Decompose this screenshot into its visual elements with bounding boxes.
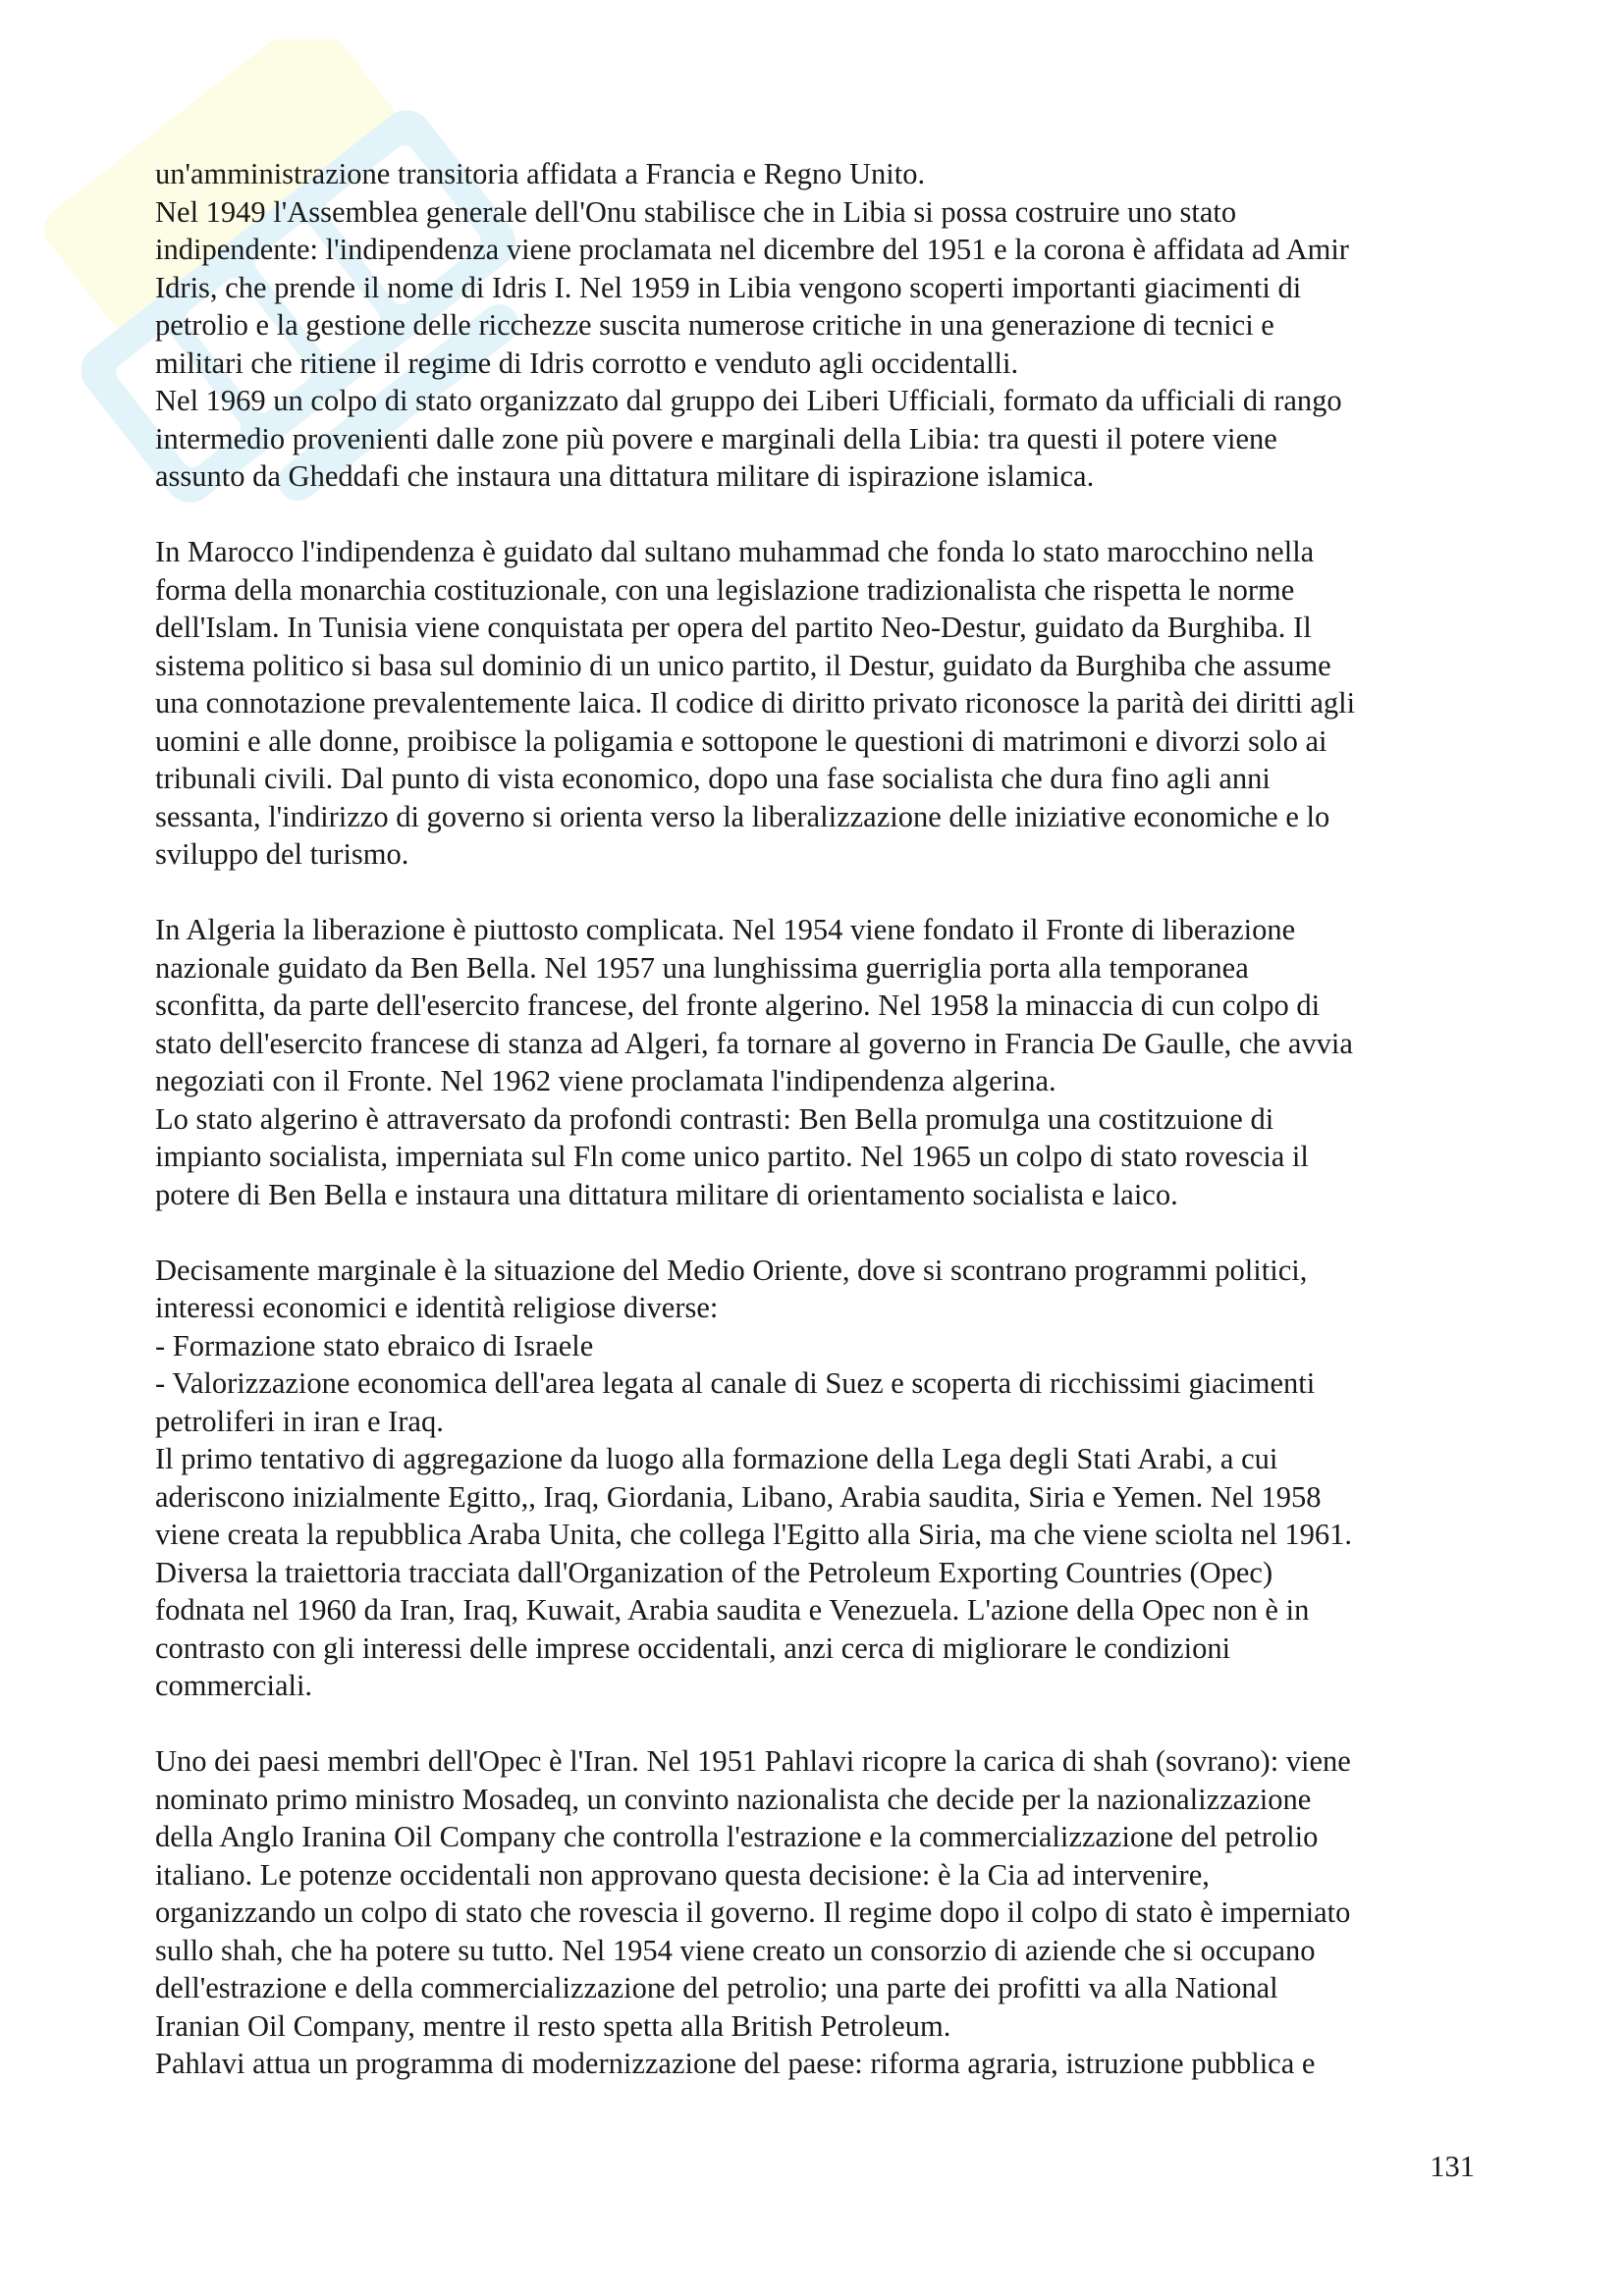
- text-line: tribunali civili. Dal punto di vista economico, dopo una fase socialista che dura fino agli anni: [155, 762, 1271, 795]
- text-line: forma della monarchia costituzionale, con una legislazione tradizionalista che rispetta le norme: [155, 572, 1295, 607]
- text-line: dell'estrazione e della commercializzazione del petrolio; una parte dei profitti va alla National: [155, 1971, 1278, 2004]
- text-line: sviluppo del turismo.: [155, 837, 409, 871]
- text-line: commerciali.: [155, 1669, 313, 1702]
- text-line: sconfitta, da parte dell'esercito francese, del fronte algerino. Nel 1958 la minaccia di cun colpo di: [155, 988, 1321, 1022]
- text-line: Diversa la traiettoria tracciata dall'Organization of the Petroleum Exporting Countries (Opec): [155, 1555, 1273, 1589]
- text-line: potere di Ben Bella e instaura una dittatura militare di orientamento socialista e laico.: [155, 1177, 1178, 1211]
- text-line: In Marocco l'indipendenza è guidato dal sultano muhammad che fonda lo stato marocchino nella: [155, 535, 1315, 568]
- text-line: interessi economici e identità religiose diverse:: [155, 1291, 719, 1324]
- text-line: militari che ritiene il regime di Idris corrotto e venduto agli occidentalli.: [155, 346, 1019, 380]
- text-line: una connotazione prevalentemente laica. Il codice di diritto privato riconosce la parità dei diritti agli: [155, 686, 1356, 720]
- paragraph-morocco-tunisia: [155, 533, 1476, 874]
- text-line: indipendente: l'indipendenza viene proclamata nel dicembre del 1951 e la corona è affidata ad Amir: [155, 233, 1349, 266]
- paragraph-algeria: [155, 911, 1476, 1213]
- text-line: Idris, che prende il nome di Idris I. Nel 1959 in Libia vengono scoperti importanti giacimenti di: [155, 270, 1302, 304]
- text-line: petroliferi in iran e Iraq.: [155, 1404, 444, 1438]
- text-line: viene creata la repubblica Araba Unita, che collega l'Egitto alla Siria, ma che viene sciolta nel 1961.: [155, 1518, 1353, 1551]
- paragraph-middle-east: [155, 1252, 1476, 1705]
- text-line: un'amministrazione transitoria affidata a Francia e Regno Unito.: [155, 157, 926, 190]
- text-line: fodnata nel 1960 da Iran, Iraq, Kuwait, Arabia saudita e Venezuela. L'azione della Opec non è in: [155, 1593, 1310, 1627]
- list-item: - Formazione stato ebraico di Israele: [155, 1328, 594, 1362]
- text-line: aderiscono inizialmente Egitto,, Iraq, Giordania, Libano, Arabia saudita, Siria e Yemen. Nel 1958: [155, 1479, 1322, 1514]
- text-line: Lo stato algerino è attraversato da profondi contrasti: Ben Bella promulga una costitzuione di: [155, 1101, 1274, 1136]
- page-number: 131: [1430, 2150, 1475, 2183]
- text-line: petrolio e la gestione delle ricchezze suscita numerose critiche in una generazione di tecnici e: [155, 308, 1274, 342]
- text-line: Iranian Oil Company, mentre il resto spetta alla British Petroleum.: [155, 2008, 951, 2043]
- text-line: della Anglo Iranina Oil Company che controlla l'estrazione e la commercializzazione del petrolio: [155, 1820, 1319, 1853]
- text-line: stato dell'esercito francese di stanza ad Algeri, fa tornare al governo in Francia De Gaulle, che avvia: [155, 1026, 1353, 1060]
- text-line: impianto socialista, imperniata sul Fln come unico partito. Nel 1965 un colpo di stato rovescia il: [155, 1140, 1309, 1173]
- text-line: sistema politico si basa sul dominio di un unico partito, il Destur, guidato da Burghiba che assume: [155, 648, 1331, 682]
- text-line: Nel 1949 l'Assemblea generale dell'Onu stabilisce che in Libia si possa costruire uno stato: [155, 194, 1237, 229]
- text-line: Uno dei paesi membri dell'Opec è l'Iran. Nel 1951 Pahlavi ricopre la carica di shah (sovrano): viene: [155, 1744, 1351, 1778]
- text-line: Nel 1969 un colpo di stato organizzato dal gruppo dei Liberi Ufficiali, formato da ufficiali di rango: [155, 384, 1342, 417]
- document-body: [155, 155, 1476, 2120]
- text-line: sullo shah, che ha potere su tutto. Nel 1954 viene creato un consorzio di aziende che si occupano: [155, 1933, 1316, 1967]
- text-line: Decisamente marginale è la situazione del Medio Oriente, dove si scontrano programmi politici,: [155, 1253, 1308, 1287]
- paragraph-iran: [155, 1742, 1476, 2083]
- text-line: negoziati con il Fronte. Nel 1962 viene proclamata l'indipendenza algerina.: [155, 1064, 1056, 1097]
- text-line: sessanta, l'indirizzo di governo si orienta verso la liberalizzazione delle iniziative economiche e lo: [155, 799, 1330, 833]
- text-line: dell'Islam. In Tunisia viene conquistata per opera del partito Neo-Destur, guidato da Burghiba. Il: [155, 611, 1312, 644]
- text-line: contrasto con gli interessi delle imprese occidentali, anzi cerca di migliorare le condizioni: [155, 1630, 1231, 1665]
- text-line: Il primo tentativo di aggregazione da luogo alla formazione della Lega degli Stati Arabi, a cui: [155, 1442, 1278, 1475]
- text-line: organizzando un colpo di stato che rovescia il governo. Il regime dopo il colpo di stato è imperniato: [155, 1896, 1351, 1929]
- paragraph-libya: [155, 155, 1476, 496]
- list-item: - Valorizzazione economica dell'area legata al canale di Suez e scoperta di ricchissimi giacimenti: [155, 1366, 1316, 1400]
- text-line: italiano. Le potenze occidentali non approvano questa decisione: è la Cia ad intervenire,: [155, 1857, 1210, 1892]
- text-line: intermedio provenienti dalle zone più povere e marginali della Libia: tra questi il potere viene: [155, 421, 1277, 455]
- text-line: In Algeria la liberazione è piuttosto complicata. Nel 1954 viene fondato il Fronte di liberazione: [155, 913, 1296, 946]
- text-line: uomini e alle donne, proibisce la poligamia e sottopone le questioni di matrimoni e divorzi solo ai: [155, 723, 1327, 758]
- text-line: nazionale guidato da Ben Bella. Nel 1957 una lunghissima guerriglia porta alla temporanea: [155, 950, 1249, 985]
- text-line: nominato primo ministro Mosadeq, un convinto nazionalista che decide per la nazionalizzazione: [155, 1782, 1312, 1816]
- text-line: assunto da Gheddafi che instaura una dittatura militare di ispirazione islamica.: [155, 459, 1095, 493]
- text-line: Pahlavi attua un programma di modernizzazione del paese: riforma agraria, istruzione pubblica e: [155, 2047, 1316, 2080]
